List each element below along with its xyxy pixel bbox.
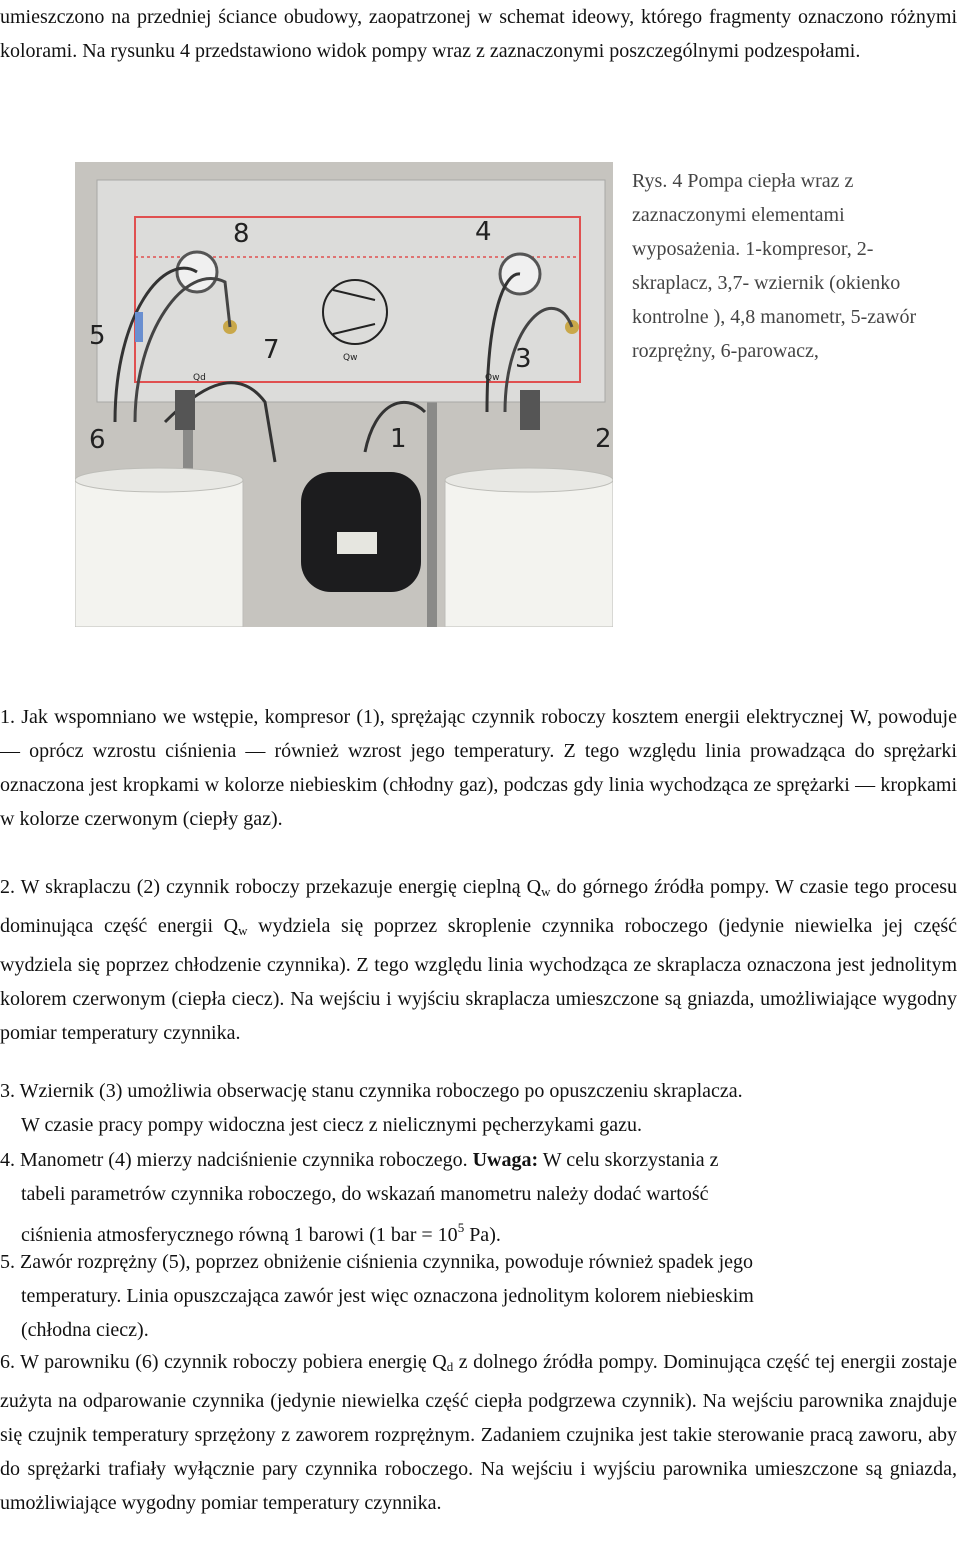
warning-label: Uwaga:: [472, 1149, 539, 1171]
label-6: 6: [89, 425, 106, 455]
label-2: 2: [595, 424, 612, 454]
figure-caption: Rys. 4 Pompa ciepła wraz z zaznaczonymi elementami wyposażenia. 1-kompresor, 2-skraplacz, 3,7- wziernik (okienko kontrolne ), 4,8 manometr, 5-zawór rozprężny, 6-parowacz,: [632, 170, 917, 362]
heat-pump-photo: [75, 162, 613, 627]
label-4: 4: [475, 217, 492, 247]
item-5-number: 5.: [0, 1251, 15, 1273]
list-item-5: 5. Zawór rozprężny (5), poprzez obniżenie ciśnienia czynnika, powoduje również spadek jego temperatury. Linia opuszczająca zawór jest więc oznaczona jednolitym kolorem niebieskim (chłodna ciecz).: [0, 1251, 754, 1341]
item-2-number: 2.: [0, 876, 15, 898]
item-4-number: 4.: [0, 1149, 15, 1171]
panel-label-qd: Qd: [193, 373, 206, 383]
label-8: 8: [233, 219, 250, 249]
intro-paragraph: umieszczono na przedniej ściance obudowy, zaopatrzonej w schemat ideowy, którego fragmenty oznaczono różnymi kolorami. Na rysunku 4 przedstawiono widok pompy wraz z zaznaczonymi poszczególnymi podzespołami.: [0, 6, 957, 62]
item-6-number: 6.: [0, 1351, 15, 1373]
panel-label-qw-center: Qw: [343, 353, 358, 363]
label-1: 1: [390, 424, 407, 454]
list-item-4: 4. Manometr (4) mierzy nadciśnienie czynnika roboczego. Uwaga: W celu skorzystania z tabeli parametrów czynnika roboczego, do wskazań manometru należy dodać wartość ciśnienia atmosferycznego równą 1 barowi (1 bar = $10^5$ Pa).: [0, 1149, 719, 1246]
item-3-number: 3.: [0, 1080, 15, 1102]
label-5: 5: [89, 321, 106, 351]
heat-pump-illustration: [75, 162, 613, 627]
label-7: 7: [263, 335, 280, 365]
item-1-number: 1.: [0, 706, 15, 728]
list-item-3: 3. Wziernik (3) umożliwia obserwację stanu czynnika roboczego po opuszczeniu skraplacza. W czasie pracy pompy widoczna jest ciecz z nielicznymi pęcherzykami gazu.: [0, 1080, 743, 1136]
list-item-1: 1. Jak wspomniano we wstępie, kompresor (1), sprężając czynnik roboczy kosztem energii elektrycznej W, powoduje — oprócz wzrostu ciśnienia — również wzrost jego temperatury. Z tego względu linia prowadząca do sprężarki oznaczona jest kropkami w kolorze niebieskim (chłodny gaz), podczas gdy linia wychodząca ze sprężarki — kropkami w kolorze czerwonym (ciepły gaz).: [0, 706, 957, 830]
list-item-2: 2. W skraplaczu (2) czynnik roboczy przekazuje energię cieplną $Q_w$ do górnego źródła pompy. W czasie tego procesu dominująca część energii $Q_w$ wydziela się poprzez skroplenie czynnika roboczego (jedynie niewielka jej część wydziela się poprzez chłodzenie czynnika). Z tego względu linia wychodząca ze skraplacza oznaczona jest jednolitym kolorem czerwonym (ciepła ciecz). Na wejściu i wyjściu skraplacza umieszczone są gniazda, umożliwiające wygodny pomiar temperatury czynnika.: [0, 876, 958, 1044]
label-3: 3: [515, 344, 532, 374]
list-item-6: 6. W parowniku (6) czynnik roboczy pobiera energię $Q_d$ z dolnego źródła pompy. Dominująca część tej energii zostaje zużyta na odparowanie czynnika (jedynie niewielka część ciepła podgrzewa czynnik). Na wejściu parownika znajduje się czujnik temperatury sprzężony z zaworem rozprężnym. Zadaniem czujnika jest takie sterowanie pracą zaworu, aby do sprężarki trafiały wyłącznie pary czynnika roboczego. Na wejściu i wyjściu parownika umieszczone są gniazda, umożliwiające wygodny pomiar temperatury czynnika.: [0, 1351, 957, 1514]
panel-label-qw: Qw: [485, 373, 500, 383]
